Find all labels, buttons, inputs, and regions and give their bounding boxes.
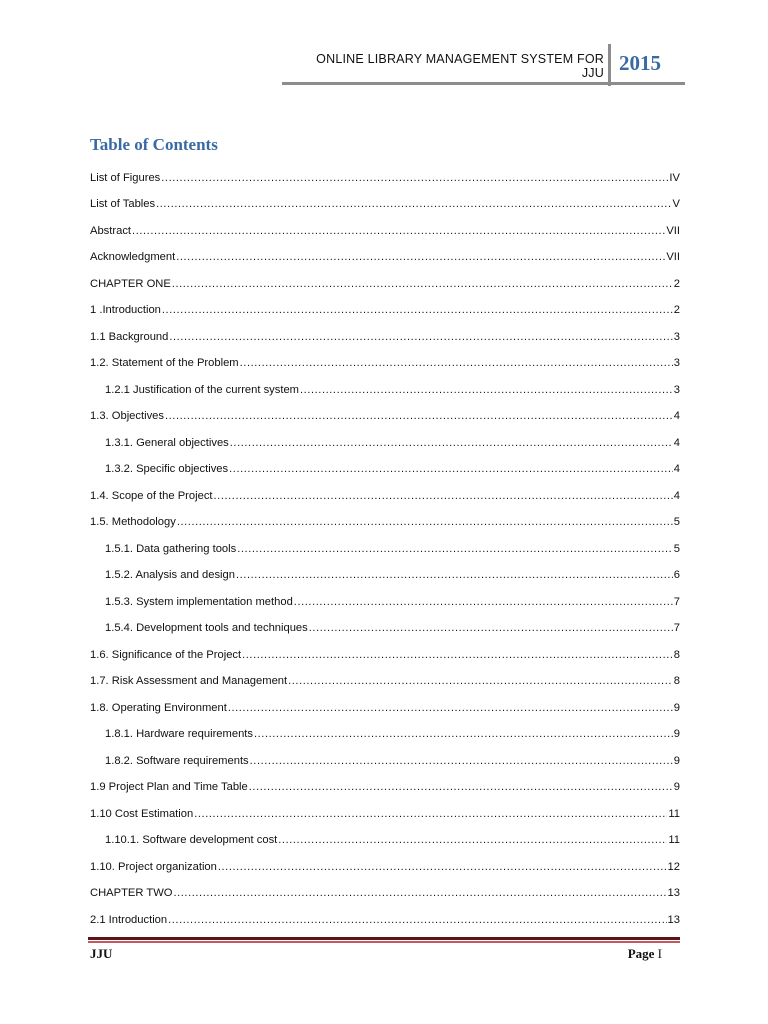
toc-entry-title: 1.6. Significance of the Project [90,648,242,661]
toc-entry[interactable] [90,319,680,346]
toc-entry-title: List of Tables [90,198,156,210]
toc-entry-page: 9 [673,781,680,793]
footer-page-indicator [560,946,662,962]
footer-page-number: I [657,946,662,961]
toc-entry[interactable] [90,240,680,267]
footer-left-text: JJU [90,946,113,961]
header-rule [282,82,685,85]
toc-entry[interactable] [90,372,680,399]
toc-entry[interactable] [90,266,680,293]
toc-dot-leader [172,278,673,291]
toc-dot-leader [242,649,673,662]
toc-entry[interactable] [90,637,680,664]
toc-dot-leader [228,702,673,715]
toc-entry-page: 8 [673,648,680,661]
toc-entry-title: 1.10 Cost Estimation [90,807,194,820]
toc-entry-title: 2.1 Introduction [90,913,168,926]
toc-entry-title: 1 .Introduction [90,304,161,316]
toc-entry[interactable] [90,876,680,903]
toc-dot-leader [169,331,672,344]
toc-entry-title: 1.8.1. Hardware requirements [105,728,253,740]
toc-entry-title: CHAPTER ONE [90,277,171,290]
toc-entry[interactable] [90,743,680,770]
toc-entry[interactable] [90,690,680,717]
toc-entry[interactable] [90,213,680,240]
toc-entry[interactable] [90,346,680,373]
toc-dot-leader [156,198,671,211]
toc-entry-title: 1.5. Methodology [90,516,176,528]
toc-entry[interactable] [90,611,680,638]
toc-entry-title: 1.7. Risk Assessment and Management [90,675,288,687]
toc-entry-title: 1.2.1 Justification of the current system [105,383,300,396]
toc-entry-page: 12 [667,860,680,873]
toc-heading: Table of Contents [90,135,218,154]
toc-entry-title: 1.5.1. Data gathering tools [105,542,237,555]
header-divider [608,44,611,86]
toc-entry-page: 13 [667,887,680,899]
toc-entry-page: 9 [673,701,680,714]
toc-entry[interactable] [90,531,680,558]
toc-dot-leader [230,437,673,450]
toc-entry-page: 8 [673,675,680,687]
toc-entry-page: 11 [668,834,680,846]
toc-entry[interactable] [90,584,680,611]
toc-entry[interactable] [90,399,680,426]
toc-entry[interactable] [90,664,680,691]
toc-entry-page: 3 [673,330,680,343]
toc-entry-page: 6 [673,569,680,581]
toc-entry[interactable] [90,187,680,214]
toc-entry-page: 9 [673,728,680,740]
toc-entry-title: 1.8. Operating Environment [90,701,227,714]
toc-entry-page: 9 [673,754,680,767]
toc-entry[interactable] [90,293,680,320]
toc-entry-title: Acknowledgment [90,251,176,263]
toc-dot-leader [309,622,673,635]
toc-dot-leader [236,569,673,582]
toc-dot-leader [278,834,667,847]
footer-page-label: Page [627,946,655,961]
toc-entry-title: 1.5.3. System implementation method [105,595,293,608]
toc-entry-page: 4 [673,489,680,502]
toc-entry-title: 1.2. Statement of the Problem [90,357,239,369]
toc-dot-leader [162,304,673,317]
toc-dot-leader [165,410,673,423]
toc-dot-leader [173,887,666,900]
toc-dot-leader [250,755,673,768]
toc-dot-leader [161,172,668,185]
toc-entry-page: 2 [673,304,680,316]
toc-entry[interactable] [90,558,680,585]
toc-dot-leader [218,861,667,874]
toc-entry-page: VII [666,251,680,263]
toc-dot-leader [194,808,667,821]
toc-dot-leader [176,251,665,264]
toc-entry[interactable] [90,849,680,876]
toc-entry-page: IV [669,171,680,184]
toc-entry-title: 1.8.2. Software requirements [105,754,249,767]
toc-dot-leader [132,225,665,238]
toc-entry-page: 5 [673,542,680,555]
toc-dot-leader [254,728,673,741]
toc-entry-title: 1.10. Project organization [90,860,217,873]
toc-entry[interactable] [90,505,680,532]
toc-entry-page: 4 [673,436,680,449]
toc-entry-page: VII [666,224,680,237]
toc-dot-leader [249,781,673,794]
toc-entry-title: 1.5.2. Analysis and design [105,569,235,581]
toc-dot-leader [294,596,673,609]
toc-dot-leader [214,490,673,503]
toc-entry-title: 1.9 Project Plan and Time Table [90,781,248,793]
toc-dot-leader [229,463,673,476]
toc-dot-leader [240,357,673,370]
toc-entry[interactable] [90,902,680,929]
toc-entry-title: CHAPTER TWO [90,887,173,899]
toc-dot-leader [237,543,673,556]
toc-entry-title: 1.3.1. General objectives [105,436,229,449]
toc-entry-title: 1.1 Background [90,330,169,343]
toc-entry[interactable] [90,478,680,505]
toc-dot-leader [300,384,673,397]
toc-entry-title: List of Figures [90,171,161,184]
footer-rule-accent [88,941,680,943]
toc-dot-leader [288,675,673,688]
toc-entry-title: 1.4. Scope of the Project [90,489,213,502]
toc-entry-title: 1.5.4. Development tools and techniques [105,622,308,634]
toc-entry[interactable] [90,823,680,850]
toc-entry[interactable] [90,717,680,744]
toc-entry[interactable] [90,160,680,187]
toc-entry-page: 5 [673,516,680,528]
toc-entry-page: 13 [667,913,680,926]
toc-entry-title: 1.3. Objectives [90,410,164,422]
toc-entry[interactable] [90,452,680,479]
toc-entry-page: 4 [673,463,680,475]
toc-entry-page: 11 [668,807,680,820]
toc-entry-title: Abstract [90,224,132,237]
toc-entry-page: 4 [673,410,680,422]
toc-entry-title: 1.3.2. Specific objectives [105,463,229,475]
toc-entry-page: 3 [673,357,680,369]
toc-entry-page: 7 [673,622,680,634]
toc-entry-title: 1.10.1. Software development cost [105,834,278,846]
running-header-year: 2015 [619,51,661,75]
toc-dot-leader [177,516,673,529]
toc-list [90,160,680,929]
toc-entry[interactable] [90,425,680,452]
toc-entry-page: V [672,198,680,210]
toc-entry[interactable] [90,770,680,797]
toc-entry-page: 7 [673,595,680,608]
toc-entry-page: 2 [673,277,680,290]
toc-entry-page: 3 [673,383,680,396]
toc-dot-leader [168,914,666,927]
toc-entry[interactable] [90,796,680,823]
footer-rule [88,937,680,940]
running-header-title: ONLINE LIBRARY MANAGEMENT SYSTEM FOR JJU [316,52,604,80]
